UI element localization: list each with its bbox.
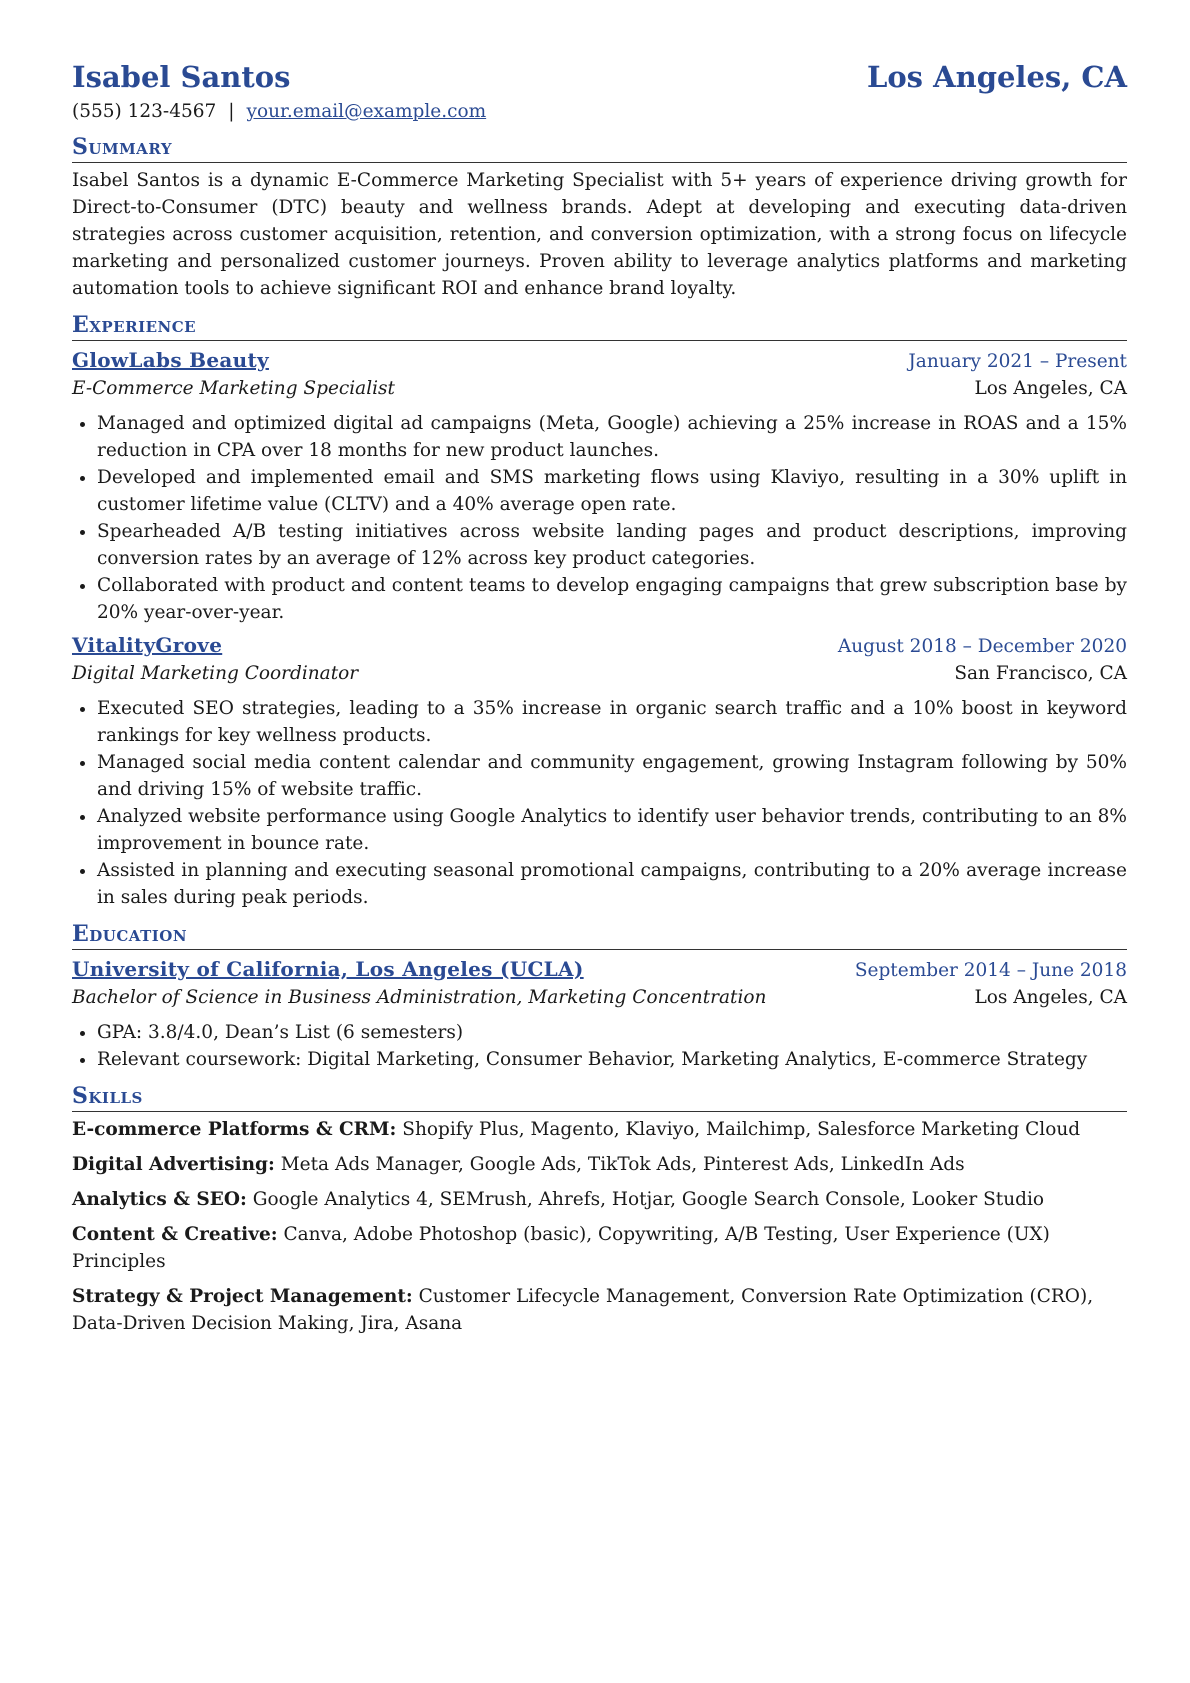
resume-page — [72, 56, 1127, 1337]
employment-dates: August 2018 – December 2020 — [837, 636, 1127, 657]
job-location: Los Angeles, CA — [974, 378, 1127, 399]
list-item: • GPA: 3.8/4.0, Dean’s List (6 semesters) — [97, 1019, 1127, 1046]
education-dates: September 2014 – June 2018 — [854, 960, 1127, 981]
list-item: • Managed social media content calendar and community engagement, growing Instagram following by 50% and driving 15% of website traffic. — [97, 749, 1127, 803]
degree-title: Bachelor of Science in Business Administration, Marketing Concentration — [72, 987, 767, 1008]
skill-items: Canva, Adobe Photoshop (basic), Copywriting, A/B Testing, User Experience (UX) Principles — [72, 1224, 1050, 1272]
experience-heading: Experience — [72, 310, 1127, 341]
achievement-list — [72, 695, 1127, 911]
list-item: • Assisted in planning and executing seasonal promotional campaigns, contributing to a 20% average increase in sales during peak periods. — [97, 857, 1127, 911]
phone-number: (555) 123-4567 — [72, 101, 217, 122]
experience-entry-vitalitygrove — [72, 632, 1127, 911]
skill-category: Strategy & Project Management: — [72, 1286, 413, 1307]
skill-items: Google Analytics 4, SEMrush, Ahrefs, Hotjar, Google Search Console, Looker Studio — [252, 1189, 1045, 1210]
candidate-name: Isabel Santos — [72, 60, 291, 94]
skill-items: Customer Lifecycle Management, Conversion Rate Optimization (CRO), Data-Driven Decision Making, Jira, Asana — [72, 1286, 1094, 1334]
skill-category: Digital Advertising: — [72, 1154, 275, 1175]
header-location: Los Angeles, CA — [866, 60, 1127, 94]
skill-row — [72, 1283, 1127, 1337]
list-item: • Developed and implemented email and SMS marketing flows using Klaviyo, resulting in a 30% uplift in customer lifetime value (CLTV) and a 40% average open rate. — [97, 464, 1127, 518]
skills-list — [72, 1116, 1127, 1337]
list-item: • Managed and optimized digital ad campaigns (Meta, Google) achieving a 25% increase in ROAS and a 15% reduction in CPA over 18 months for new product launches. — [97, 410, 1127, 464]
skill-row — [72, 1221, 1127, 1275]
skill-category: E-commerce Platforms & CRM: — [72, 1119, 397, 1140]
list-item: • Spearheaded A/B testing initiatives across website landing pages and product descriptions, improving conversion rates by an average of 12% across key product categories. — [97, 518, 1127, 572]
skill-row — [72, 1151, 1127, 1178]
contact-separator: | — [228, 101, 235, 122]
education-details-list — [72, 1019, 1127, 1073]
school-name-link[interactable]: University of California, Los Angeles (UCLA) — [72, 957, 584, 981]
school-location: Los Angeles, CA — [974, 987, 1127, 1008]
summary-heading: Summary — [72, 132, 1127, 163]
skill-row — [72, 1116, 1127, 1143]
job-title: Digital Marketing Coordinator — [72, 663, 359, 684]
skill-category: Analytics & SEO: — [72, 1189, 247, 1210]
skill-items: Meta Ads Manager, Google Ads, TikTok Ads, Pinterest Ads, LinkedIn Ads — [280, 1154, 965, 1175]
skill-items: Shopify Plus, Magento, Klaviyo, Mailchimp, Salesforce Marketing Cloud — [402, 1119, 1081, 1140]
list-item: • Relevant coursework: Digital Marketing, Consumer Behavior, Marketing Analytics, E-commerce Strategy — [97, 1046, 1127, 1073]
employment-dates: January 2021 – Present — [908, 351, 1127, 372]
summary-text: Isabel Santos is a dynamic E-Commerce Marketing Specialist with 5+ years of experience driving growth for Direct-to-Consumer (DTC) beauty and wellness brands. Adept at developing and executing data-driven strategies across customer acquisition, retention, and conversion optimization, with a strong focus on lifecycle marketing and personalized customer journeys. Proven ability to leverage analytics platforms and marketing automation tools to achieve significant ROI and enhance brand loyalty. — [72, 170, 1127, 299]
list-item: • Collaborated with product and content teams to develop engaging campaigns that grew subscription base by 20% year-over-year. — [97, 572, 1127, 626]
job-title: E-Commerce Marketing Specialist — [72, 378, 395, 399]
skill-category: Content & Creative: — [72, 1224, 278, 1245]
list-item: • Executed SEO strategies, leading to a 35% increase in organic search traffic and a 10% boost in keyword rankings for key wellness products. — [97, 695, 1127, 749]
company-name-link[interactable]: VitalityGrove — [72, 633, 223, 657]
job-location: San Francisco, CA — [954, 663, 1127, 684]
achievement-list — [72, 410, 1127, 626]
education-heading: Education — [72, 919, 1127, 950]
company-name-link[interactable]: GlowLabs Beauty — [72, 348, 269, 372]
experience-entry-glowlabs — [72, 347, 1127, 626]
contact-line — [72, 100, 1127, 124]
education-entry — [72, 956, 1127, 1073]
list-item: • Analyzed website performance using Google Analytics to identify user behavior trends, contributing to an 8% improvement in bounce rate. — [97, 803, 1127, 857]
resume-header — [72, 56, 1127, 98]
skills-heading: Skills — [72, 1081, 1127, 1112]
skill-row — [72, 1186, 1127, 1213]
email-link[interactable]: your.email@example.com — [246, 101, 487, 122]
